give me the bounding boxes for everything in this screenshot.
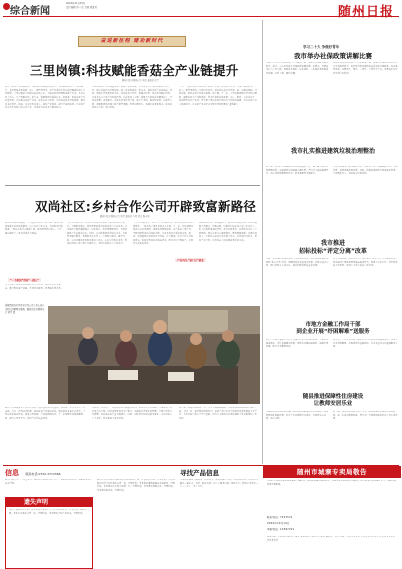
header-rule <box>3 16 399 17</box>
right-title-1: 我市举办社保政策讲解比赛 <box>294 52 372 60</box>
news-photo <box>48 306 260 404</box>
article1-col2: 为推动香菇产业高质量发展，该镇与省农科院、华中农业大学等科研院所开展合作，建立香菇科技示范基地，推广香菇新品种、新技术，提高香菇产量和品质。同时，积极培育新型经营主体，发展香菇合作社、家庭农场等，完善利益联结机制，让更多农户分享产业发展红利。在香菇加工方面，该镇大力发展香菇精深加工，开发香菇酱、香菇脆片、香菇饮料等系列产品，延长产业链，提高附加值。在销售方面，该镇积极拓展线上线下销售渠道，利用电商平台、直播带货等新模式，推动香菇走向全国、走向世界。 <box>92 86 173 109</box>
lost-notice-text: 本人不慎遗失身份证、营业执照正副本、开户许可证等证件，声明作废。特此声明。某某公司遗失公章一枚，声明作废。某某遗失不动产权证书，声明作废。 <box>9 509 87 515</box>
article2-col1b: 今年以来，双尚社区组建乡村合作公司，由社区党支部牵头，整合集体资产资源，开展物业服务、劳务输出等业务。 <box>5 284 63 290</box>
ad-text: 为维护市场经济秩序和消费者合法权益，根据相关法律法规规定，对随州市区域内烟草制品零售许可证发放情况进行公告，欢迎社会各界监督举报。 <box>267 480 397 486</box>
ad-line-3: 举报电话: 13397221 <box>267 528 295 531</box>
article2-col2: 合作公司成立后，社区党支部书记带领班子成员挨家挨户走访，了解群众需求，组织有劳动能力的群众参与公司业务。公司承接了镇区道路保洁、绿化养护、物业管理等项目，为群众提供了大量就业岗位。同时，公司还积极对接周边企业，开展劳务输出服务，帮助群众外出务工，实现稳定就业。截至目前，公司已吸纳社区群众就业上百人，人均年增收万余元，集体经济收入也实现了大幅增长，为社区发展注入了新活力。 <box>67 222 128 245</box>
ad-title: 随州市城寨专卖局敬告 <box>263 466 401 478</box>
right-text-4a: 近日，市地方金融工作局干部深入企业开展走访活动，了解企业融资需求，宣传金融惠企政策，帮助企业解决融资难、融资贵等问题，助力企业健康发展。 <box>266 339 329 348</box>
article1-col3: 当天，与会人员还实地参观了香菇产业园、香菇加工企业，详细了解香菇生产、加工、销售等情况。大家纷纷表示，将以此次会议为契机，进一步解放思想、开拓创新，推动香菇产业做大做强。据了解，下一步，三里岗镇将继续坚持科技赋能，聚焦香菇全产业链发展，着力打造集香菇种植、加工、销售、文化旅游于一体的现代农业产业园，努力把三里岗香菇打造成为全国知名品牌，为乡村振兴注入强劲动力，让香菇产业真正成为群众增收致富的“金钥匙”。 <box>179 86 257 106</box>
right-text-4b: 走访中，工作人员详细了解企业生产经营状况和融资需求，现场为企业答疑解惑，并积极对接金融机构，为企业量身定制金融服务方案。 <box>333 339 398 348</box>
lost-notice-box <box>5 497 93 569</box>
tobacco-notice-ad <box>263 466 401 569</box>
info-label: 信息 <box>5 469 19 477</box>
lower-col1: 随县三里岗镇香菇产业持续发展，镇党委政府高度重视，把香菇产业作为主导产业来抓，出台一系列扶持政策，推动香菇产业提质增效。镇香菇协会负责人表示，三里岗香菇品质优良，深受市场欢迎，产品远销海内外。下一步将继续加强品牌建设，提升市场竞争力，推动产业高质量发展。 <box>5 407 86 420</box>
right-title-4a: 市地方金融工作局干部 <box>305 322 361 328</box>
column-divider <box>262 20 263 464</box>
article1-col1: 近日，随县三里岗镇香菇产业链项目推进会在镇召开，科技赋能香菇全产业链提升，会议围绕香菇种植、加工、销售等环节，对产业发展中存在的问题进行深入分析研究。三里岗镇是全国闻名的香菇之乡，全镇香菇种植面积达数千万袋，从业人员上万人，年产值数亿元。近年来，该镇积极引进新技术、新设备，推动香菇产业转型升级，先后建成香菇产业园、香菇交易市场等，带动周边群众增收致富。镇党委书记表示，将进一步加大科技投入，延伸产业链条，提升产品附加值，让香菇产业成为乡村振兴的支柱产业，为群众带来更多实惠和收益。 <box>5 86 86 109</box>
header-meta <box>66 2 97 10</box>
seek-text: 为保障消费者合法权益，现对以下产品信息进行寻找，请知情者及时与有关部门联系。联系人：某某，联系电话：见上方服务电话。特此公告。随州市某某局二〇二二年十一月十五日。 <box>180 479 258 488</box>
right-title-5b: 让教师安居乐业 <box>313 401 353 407</box>
article2-subhead1: “一个组织”带动“一群人” <box>10 279 40 282</box>
right-text-1b: 本次比赛旨在以赛促学、以赛促练，进一步提高社保经办人员业务水平和服务能力，更好地为群众提供优质高效的社保服务。经过激烈角逐，比赛评出一等奖、二等奖、三等奖若干名。参赛选手纷纷表示将学以致用。 <box>333 62 398 75</box>
article2-subhead2: 产业兴旺,“家门口”就业 <box>177 259 204 262</box>
lower-col2: 在香菇产业园内，一排排标准化大棚整齐排列，菇农们正忙着采摘、分拣香菇。园区负责人介绍，园区采用标准化生产模式，从菌种培育到出菇管理，全程实行科学化管理，香菇品质和产量大幅提升。同时，园区还带动周边群众就业，人均月收入三千余元，有效促进了群众增收。 <box>92 407 173 420</box>
seek-title: 寻找产品信息 <box>180 469 219 477</box>
right-text-1a: 为深入学习宣传贯彻党的二十大精神，进一步提升社保经办服务能力，近日，市人社局举办社保政策讲解比赛。比赛中，参赛选手结合工作实际，围绕养老保险、失业保险、工伤保险等政策进行讲解，内容丰富，通俗易懂。 <box>266 62 329 75</box>
right-text-2b: 市城管执法部门加大巡查力度，对建筑工地、运输线路实行全天候监管，发现问题及时处置。同时，积极推进建筑垃圾资源化利用，实现变废为宝，推动城市绿色发展。 <box>333 166 398 175</box>
right-kicker: 学习二十大 争做好青年 <box>303 45 340 49</box>
right-title-4b: 到企业开展“纾困解难”送服务 <box>296 329 370 335</box>
lost-notice-title: 遗失声明 <box>6 498 92 507</box>
article2-byline: 随州日报全媒体记者 刘星 通讯员 李寒 郑文 魏小明 <box>100 215 150 218</box>
right-text-5a: 为解决教师住房困难问题，随县积极推进保障性住房建设，新建教师周转房数百套，改善了乡村教师居住条件，让教师安心从教、热心从教。 <box>266 411 329 420</box>
masthead: 随州日报 <box>337 5 394 20</box>
theme-banner: 奋进新征程 建功新时代 <box>78 36 186 47</box>
bottom-col2: 随州市某某有限公司遗失营业执照副本，统一社会信用代码，声明作废。某某村股份经济合作社遗失公章一枚，声明作废。某某遗失道路运输从业资格证，声明作废。某某遗失出生医学证明一份，声明作废。某某遗失残疾人证，声明作废。某某遗失退伍证，声明作废。 <box>97 479 175 492</box>
section-title: 综合新闻 <box>10 6 50 17</box>
ad-text-2: 举报电话：12313 2022年10月 举报地址：随州市曾都区 联系人：某某 电话：某某某某某某 某某某某某某某某 某某某某某某某 某某某某某 <box>267 536 396 542</box>
right-title-5a: 随县推进保障性住房建设 <box>302 394 364 400</box>
date-line: 2022年11月15日 <box>66 2 86 5</box>
right-title-2: 我市扎实推进建筑垃圾治理整治 <box>290 148 375 155</box>
right-text-2a: 近年来，我市扎实推进建筑垃圾治理整治工作，建立健全建筑垃圾管理制度，加强建筑垃圾运输车辆监管，严厉打击违法倾倒行为，城市环境面貌明显改善，群众满意度不断提升。 <box>266 166 329 175</box>
article-divider <box>5 185 260 186</box>
right-title-3b: 招标投标“评定分离”改革 <box>299 248 367 255</box>
editor-line: 责任编辑 钟一杰 美编 胡亚玲 <box>66 6 97 9</box>
article2-col4: 走进双尚社区，处处呈现出一派生机勃勃的景象。社区内道路干净整洁，绿树成荫，居民们忙碌在各自的工作岗位上，脸上洋溢着幸福的笑容。社区居民表示，以前要外出打工才能挣钱，现在在家门口就能就业，既能照顾家庭，又能增加收入，大家对未来的生活充满了信心。社区将持续发力，推动产业兴旺，让群众过上更加富裕美好的生活。 <box>199 222 257 242</box>
info-phone: 服务电话:0722-3713366 <box>25 472 61 476</box>
right-title-3a: 我市推进 <box>320 240 345 247</box>
article1-byline: 随州日报全媒体记者 刘伟 通讯员 张平 <box>122 79 160 82</box>
info-text: 随州日报分类广告刊登业务，承接各类遗失声明、公告、启事等信息发布，欢迎新老客户来电咨询。 <box>5 479 92 485</box>
photo-scene <box>48 306 260 404</box>
article2-headline: 双尚社区:乡村合作公司开辟致富新路径 <box>35 199 257 214</box>
article2-col3: “合作公司的成立，既壮大了村集体经济，又让群众在家门口实现就业，一举多得。”该社区负责人介绍，下一步，社区将继续拓展公司业务范围，探索发展特色种养、农产品加工等产业，不断增强集体经济造血功能，让更多群众共享发展成果。据悉，高城镇将以双尚社区为样板，在全镇推广乡村合作公司发展模式，推动村集体经济提质增效，助力乡村全面振兴，让群众生活更加美好。 <box>133 222 195 245</box>
ad-line-2: 2022年10月14日 <box>267 522 290 525</box>
section-logo-icon <box>3 3 10 10</box>
right-text-3a: 为进一步规范招标投标活动，优化营商环境，我市积极推进招标投标“评定分离”改革，明确评标委员会负责评审、招标人负责定标，落实招标人主体责任，提高招标投标质量和效率。 <box>266 258 329 267</box>
right-text-5b: 据了解，随县将继续加大投入力度，统筹推进教师保障性住房建设，进一步完善配套设施，努力为广大教师创造良好的工作生活环境。 <box>333 411 398 420</box>
photo-caption: 高城镇双尚社区乡村合作公司工作人员在为村民讲解物业服务。随州日报全媒体记者 刘星 摄 <box>5 304 45 315</box>
info-bar <box>5 468 165 478</box>
right-text-3b: 改革实施以来，我市已有多个项目采用“评定分离”方式完成招标，有效遏制了围标串标等违法违规行为，营造了公平公正、竞争有序的市场环境，获得了市场主体的广泛好评。 <box>333 258 398 267</box>
ad-line-1: 联系电话: 7221571 <box>267 516 293 519</box>
lower-col3: 近年来，该镇围绕香菇产业，大力实施品牌战略，先后获得国家地理标志保护产品、全国一村一品示范村镇等称号。香菇产业已成为当地群众增收致富的主导产业，为乡村振兴奠定了坚实基础，也为全市特色农业发展提供了有益借鉴和宝贵经验。 <box>179 407 257 420</box>
article1-headline: 三里岗镇:科技赋能香菇全产业链提升 <box>30 63 239 78</box>
article2-col1a: 双尚社区是高城镇的一个典型农业社区，近年来，该社区积极探索乡村发展新路径，成立乡村合作公司，带动群众增收致富。“现在在家门口就能上班，每月还有稳定收入，日子越过越好了。”社区居民高兴地说。 <box>5 222 63 235</box>
